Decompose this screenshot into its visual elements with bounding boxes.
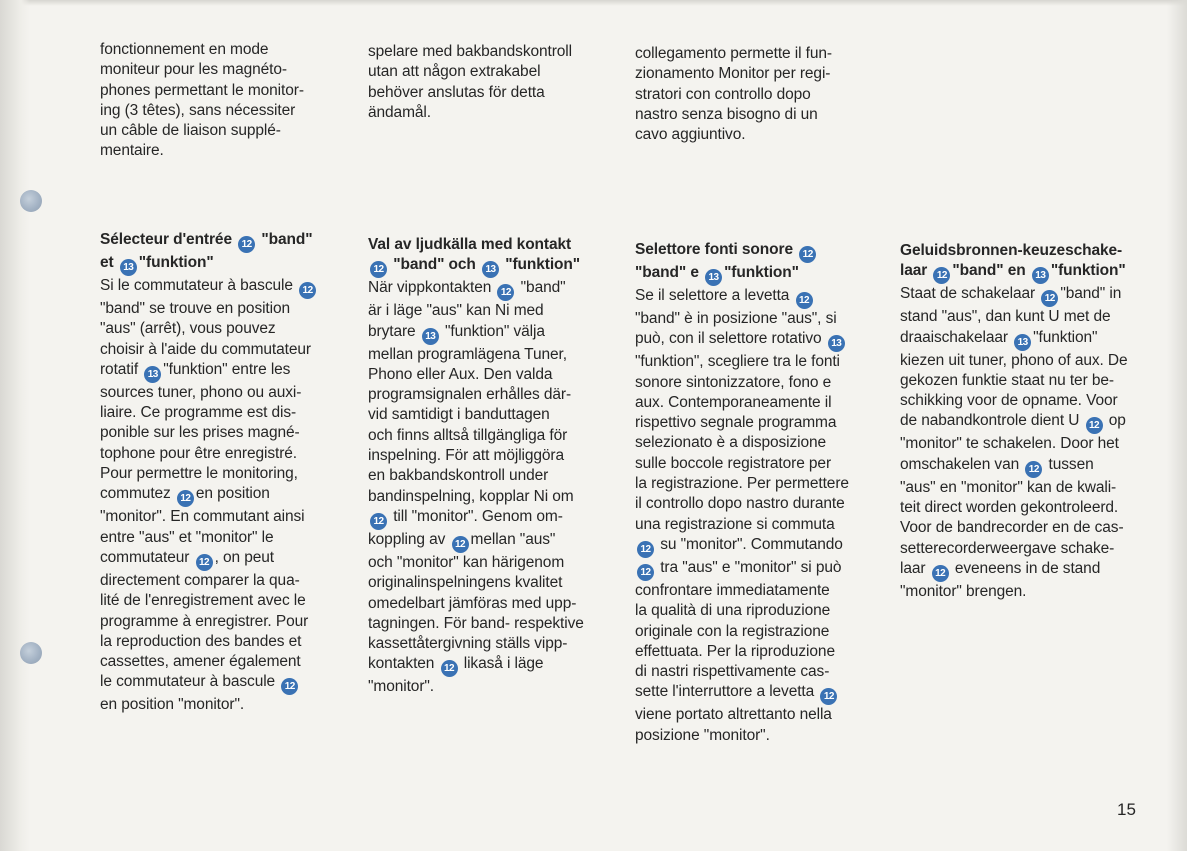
text-line: collegamento permette il fun- [635,45,832,62]
text-line [368,634,584,654]
section-body [100,276,318,716]
binding-hole [20,642,42,664]
text-line [368,345,584,365]
text-segment: och "monitor" kan härigenom [368,553,565,571]
text-segment: är i läge "aus" kan Ni med [368,302,544,320]
text-line [368,507,584,530]
text-line [635,642,849,662]
text-segment: "aus" (arrêt), vous pouvez [100,320,276,338]
control-number-badge: 12 [370,513,387,530]
text-segment: "funktion" välja [440,322,545,340]
control-number-badge: 12 [1086,417,1103,434]
text-segment: "funktion", scegliere tra le fonti [635,353,840,371]
text-segment: "funktion" entre les [163,360,291,378]
text-line [100,423,318,443]
text-segment: posizione "monitor". [635,726,770,744]
text-line [368,677,584,697]
text-segment: kassettåtergivning ställs vipp- [368,635,568,653]
text-segment: liaire. Ce programme est dis- [100,404,297,422]
text-line [635,622,849,642]
section-body [635,286,849,746]
text-line [900,559,1128,582]
text-segment: eveneens in de stand [950,559,1101,577]
text-segment: una registrazione si commuta [635,515,835,533]
text-segment: stand "aus", dan kunt U met de [900,308,1111,326]
text-line [635,515,849,535]
column-intro [368,42,572,123]
control-number-badge: 13 [1032,267,1049,284]
control-number-badge: 12 [637,541,654,558]
text-segment: sources tuner, phono ou auxi- [100,383,302,401]
text-segment: op [1104,412,1126,430]
text-line: moniteur pour les magnéto- [100,61,287,79]
text-segment: "band" [516,279,566,297]
column-swedish [368,42,584,696]
text-segment: "band" in [1060,285,1122,303]
text-segment: la qualità di una riproduzione [635,602,831,620]
text-segment: tophone pour être enregistré. [100,444,298,462]
text-line [100,695,318,715]
text-segment: en position "monitor". [100,696,245,714]
control-number-badge: 12 [497,284,514,301]
text-line [100,672,318,695]
text-line [635,726,849,746]
page-number: 15 [1117,800,1136,819]
control-number-badge: 12 [1041,290,1058,307]
text-line [100,319,318,339]
text-line: mentaire. [100,142,164,160]
control-number-badge: 12 [196,554,213,571]
text-segment: lité de l'enregistrement avec le [100,592,306,610]
text-line [900,518,1128,538]
text-segment: Si le commutateur à bascule [100,277,298,294]
section-body [368,278,584,697]
column-french [100,40,313,714]
text-line [635,309,849,329]
text-segment: Se il selettore a levetta [635,287,794,304]
control-number-badge: 12 [441,660,458,677]
text-segment: et [100,254,118,271]
text-line [368,301,584,321]
text-line [100,299,318,319]
text-segment: originale con la registrazione [635,622,830,640]
column-italian [635,44,849,744]
text-segment: può, con il selettore rotativo [635,330,826,348]
text-segment: en position [195,485,270,503]
text-line [900,391,1128,411]
text-segment: Sélecteur d'entrée [100,231,237,248]
text-line [900,411,1128,434]
text-line [635,433,849,453]
text-segment: programme à enregistrer. Pour [100,612,309,630]
control-number-badge: 13 [422,328,439,345]
text-line [635,474,849,494]
text-segment: commutez [100,485,175,503]
text-line [100,484,318,507]
text-segment: rispettivo segnale programma [635,414,837,432]
control-number-badge: 12 [932,565,949,582]
text-segment: inspelning. För att möjliggöra [368,447,565,465]
column-intro [635,44,832,145]
text-segment: selezionato è a disposizione [635,434,827,452]
text-segment: Selettore fonti sonore [635,241,798,258]
text-line [900,434,1128,454]
text-segment: "monitor" te schakelen. Door het [900,435,1119,453]
text-line [368,573,584,593]
text-segment: "band" è in posizione "aus", si [635,310,837,327]
control-number-badge: 12 [820,688,837,705]
text-segment: entre "aus" et "monitor" le [100,528,274,546]
control-number-badge: 13 [828,335,845,352]
text-line: spelare med bakbandskontroll [368,43,572,60]
control-number-badge: 12 [281,678,298,695]
text-segment: "funktion" [1033,328,1098,346]
text-line [900,328,1128,351]
text-line [368,594,584,614]
text-line [368,426,584,446]
section-heading [900,241,1128,284]
text-segment: draaischakelaar [900,328,1013,346]
text-line [900,455,1128,478]
text-segment: laar [900,262,932,280]
text-line [900,284,1128,307]
text-line [100,612,318,632]
text-line [100,507,318,527]
text-line: cavo aggiuntivo. [635,126,746,144]
text-line [900,241,1128,261]
text-line: fonctionnement en mode [100,41,269,58]
text-line [900,351,1128,371]
text-line [635,413,849,433]
text-line [100,652,318,672]
text-segment: Phono eller Aux. Den valda [368,365,553,383]
text-line [368,278,584,301]
text-line: nastro senza bisogno di un [635,105,818,123]
text-line [368,446,584,466]
control-number-badge: 12 [177,490,194,507]
control-number-badge: 12 [796,292,813,309]
section-heading [635,240,849,286]
text-segment: "band" [257,231,313,248]
text-line [100,340,318,360]
section-heading [100,230,318,276]
text-line [635,393,849,413]
section [368,235,584,698]
text-line [368,255,584,278]
text-line [900,478,1128,498]
text-segment: brytare [368,322,420,340]
text-segment: setterecorderweergave schake- [900,539,1115,557]
text-line: zionamento Monitor per regi- [635,65,831,83]
text-segment: "aus" en "monitor" kan de kwali- [900,478,1117,496]
text-line [635,494,849,514]
text-line [100,403,318,423]
text-line [900,371,1128,391]
text-line [368,466,584,486]
text-line [100,360,318,383]
text-segment: Voor de bandrecorder en de cas- [900,519,1124,537]
text-segment: sonore sintonizzatore, fono e [635,373,832,391]
text-segment: schikking voor de opname. Voor [900,392,1118,410]
text-segment: de nabandkontrole dient U [900,412,1084,430]
text-line [368,322,584,345]
page-right-edge [1167,0,1187,851]
text-segment: vid samtidigt i banduttagen [368,406,550,424]
text-line [635,373,849,393]
text-segment: aux. Contemporaneamente il [635,393,832,411]
text-segment: tagningen. För band- respektive [368,614,584,632]
text-segment: kiezen uit tuner, phono of aux. De [900,351,1128,369]
page-top-edge [0,0,1187,6]
text-line: behöver anslutas för detta [368,83,545,101]
text-line [100,548,318,571]
text-segment: sulle boccole registratore per [635,454,832,472]
text-segment: choisir à l'aide du commutateur [100,340,311,358]
text-line [900,582,1128,602]
text-line [100,383,318,403]
control-number-badge: 13 [144,366,161,383]
text-segment: viene portato altrettanto nella [635,706,832,724]
text-segment: programsignalen erhålles där- [368,386,572,404]
text-segment: likaså i läge [459,655,544,673]
text-line [100,464,318,484]
text-line: ing (3 têtes), sans nécessiter [100,101,296,119]
text-segment: tra "aus" e "monitor" si può [656,558,842,576]
text-segment: kontakten [368,655,439,673]
control-number-badge: 12 [452,536,469,553]
text-line [368,553,584,573]
section [900,241,1128,602]
section [100,230,318,716]
text-segment: "monitor" brengen. [900,582,1027,600]
control-number-badge: 12 [933,267,950,284]
text-line [368,405,584,425]
text-segment: Geluidsbronnen-keuzeschake- [900,242,1123,259]
text-line [368,654,584,677]
text-segment: "monitor". En commutant ainsi [100,508,305,526]
text-segment: "funktion" [724,264,799,281]
text-segment: en bakbandskontroll under [368,467,549,485]
text-segment: "funktion" [138,254,214,271]
text-segment: teit direct worden gekontroleerd. [900,499,1119,517]
control-number-badge: 12 [370,261,387,278]
text-segment: "band" e [635,264,704,281]
text-line [635,682,849,705]
text-segment: tussen [1044,455,1094,473]
text-line: stratori con controllo dopo [635,85,811,103]
text-segment: "funktion" [501,256,581,274]
text-segment: Pour permettre le monitoring, [100,465,298,483]
text-line [900,307,1128,327]
text-line [635,263,849,286]
text-line [100,276,318,299]
text-line [635,581,849,601]
control-number-badge: 12 [637,564,654,581]
text-line [635,535,849,558]
text-segment: gekozen funktie staat nu ter be- [900,371,1114,389]
text-line [368,365,584,385]
text-segment: "monitor". [368,678,434,696]
text-segment: cassettes, amener également [100,653,301,671]
text-segment: originalinspelningens kvalitet [368,574,563,592]
text-segment: confrontare immediatamente [635,581,830,599]
text-segment: "band" en [952,262,1030,280]
text-segment: le commutateur à bascule [100,673,280,691]
text-segment: mellan "aus" [470,530,556,548]
text-line [635,454,849,474]
text-segment: directement comparer la qua- [100,571,300,589]
text-line [635,286,849,309]
text-line [368,487,584,507]
text-line [100,571,318,591]
text-segment: bandinspelning, kopplar Ni om [368,487,574,505]
text-segment: su "monitor". Commutando [656,535,843,553]
control-number-badge: 12 [299,282,316,299]
text-line [635,240,849,263]
text-line [100,230,318,253]
text-segment: "funktion" [1050,262,1126,280]
text-line: utan att någon extrakabel [368,63,541,81]
text-line [635,558,849,581]
text-line [635,352,849,372]
text-segment: koppling av [368,530,450,548]
control-number-badge: 12 [799,246,816,263]
text-line [900,261,1128,284]
control-number-badge: 13 [482,261,499,278]
text-segment: laar [900,559,930,577]
text-line [900,498,1128,518]
text-segment: mellan programlägena Tuner, [368,345,567,363]
text-line [635,705,849,725]
text-segment: di nastri rispettivamente cas- [635,663,830,681]
text-segment: omedelbart jämföras med upp- [368,594,577,612]
text-segment: och finns alltså tillgängliga för [368,426,568,444]
text-line [100,444,318,464]
text-segment: rotatif [100,360,143,378]
text-line [100,253,318,276]
text-segment: Val av ljudkälla med kontakt [368,236,572,253]
text-segment: la registrazione. Per permettere [635,475,849,493]
text-segment: "band" och [389,256,480,274]
text-segment: "band" se trouve en position [100,300,291,317]
binding-hole [20,190,42,212]
section-body [900,284,1128,602]
text-segment: omschakelen van [900,455,1024,473]
text-line [100,591,318,611]
text-segment: När vippkontakten [368,279,496,297]
text-line [635,601,849,621]
text-line [100,528,318,548]
page-binding-edge [0,0,30,851]
text-line: un câble de liaison supplé- [100,122,281,140]
text-line [368,614,584,634]
text-segment: effettuata. Per la riproduzione [635,642,835,660]
text-line [635,329,849,352]
text-segment: ponible sur les prises magné- [100,424,300,442]
control-number-badge: 12 [238,236,255,253]
text-line [368,530,584,553]
text-segment: Staat de schakelaar [900,285,1040,303]
text-segment: la reproduction des bandes et [100,632,302,650]
text-line: phones permettant le monitor- [100,81,304,99]
control-number-badge: 13 [705,269,722,286]
text-line [368,235,584,255]
text-line [100,632,318,652]
section-heading [368,235,584,278]
control-number-badge: 12 [1025,461,1042,478]
control-number-badge: 13 [120,259,137,276]
text-line [900,539,1128,559]
section [635,240,849,746]
text-segment: il controllo dopo nastro durante [635,495,845,513]
text-line [635,662,849,682]
text-line: ändamål. [368,103,431,121]
column-intro [100,40,304,162]
text-segment: till "monitor". Genom om- [389,507,563,525]
control-number-badge: 13 [1014,334,1031,351]
text-segment: sette l'interruttore a levetta [635,683,819,701]
text-line [368,385,584,405]
text-segment: , on peut [214,548,274,566]
text-segment: commutateur [100,548,194,566]
